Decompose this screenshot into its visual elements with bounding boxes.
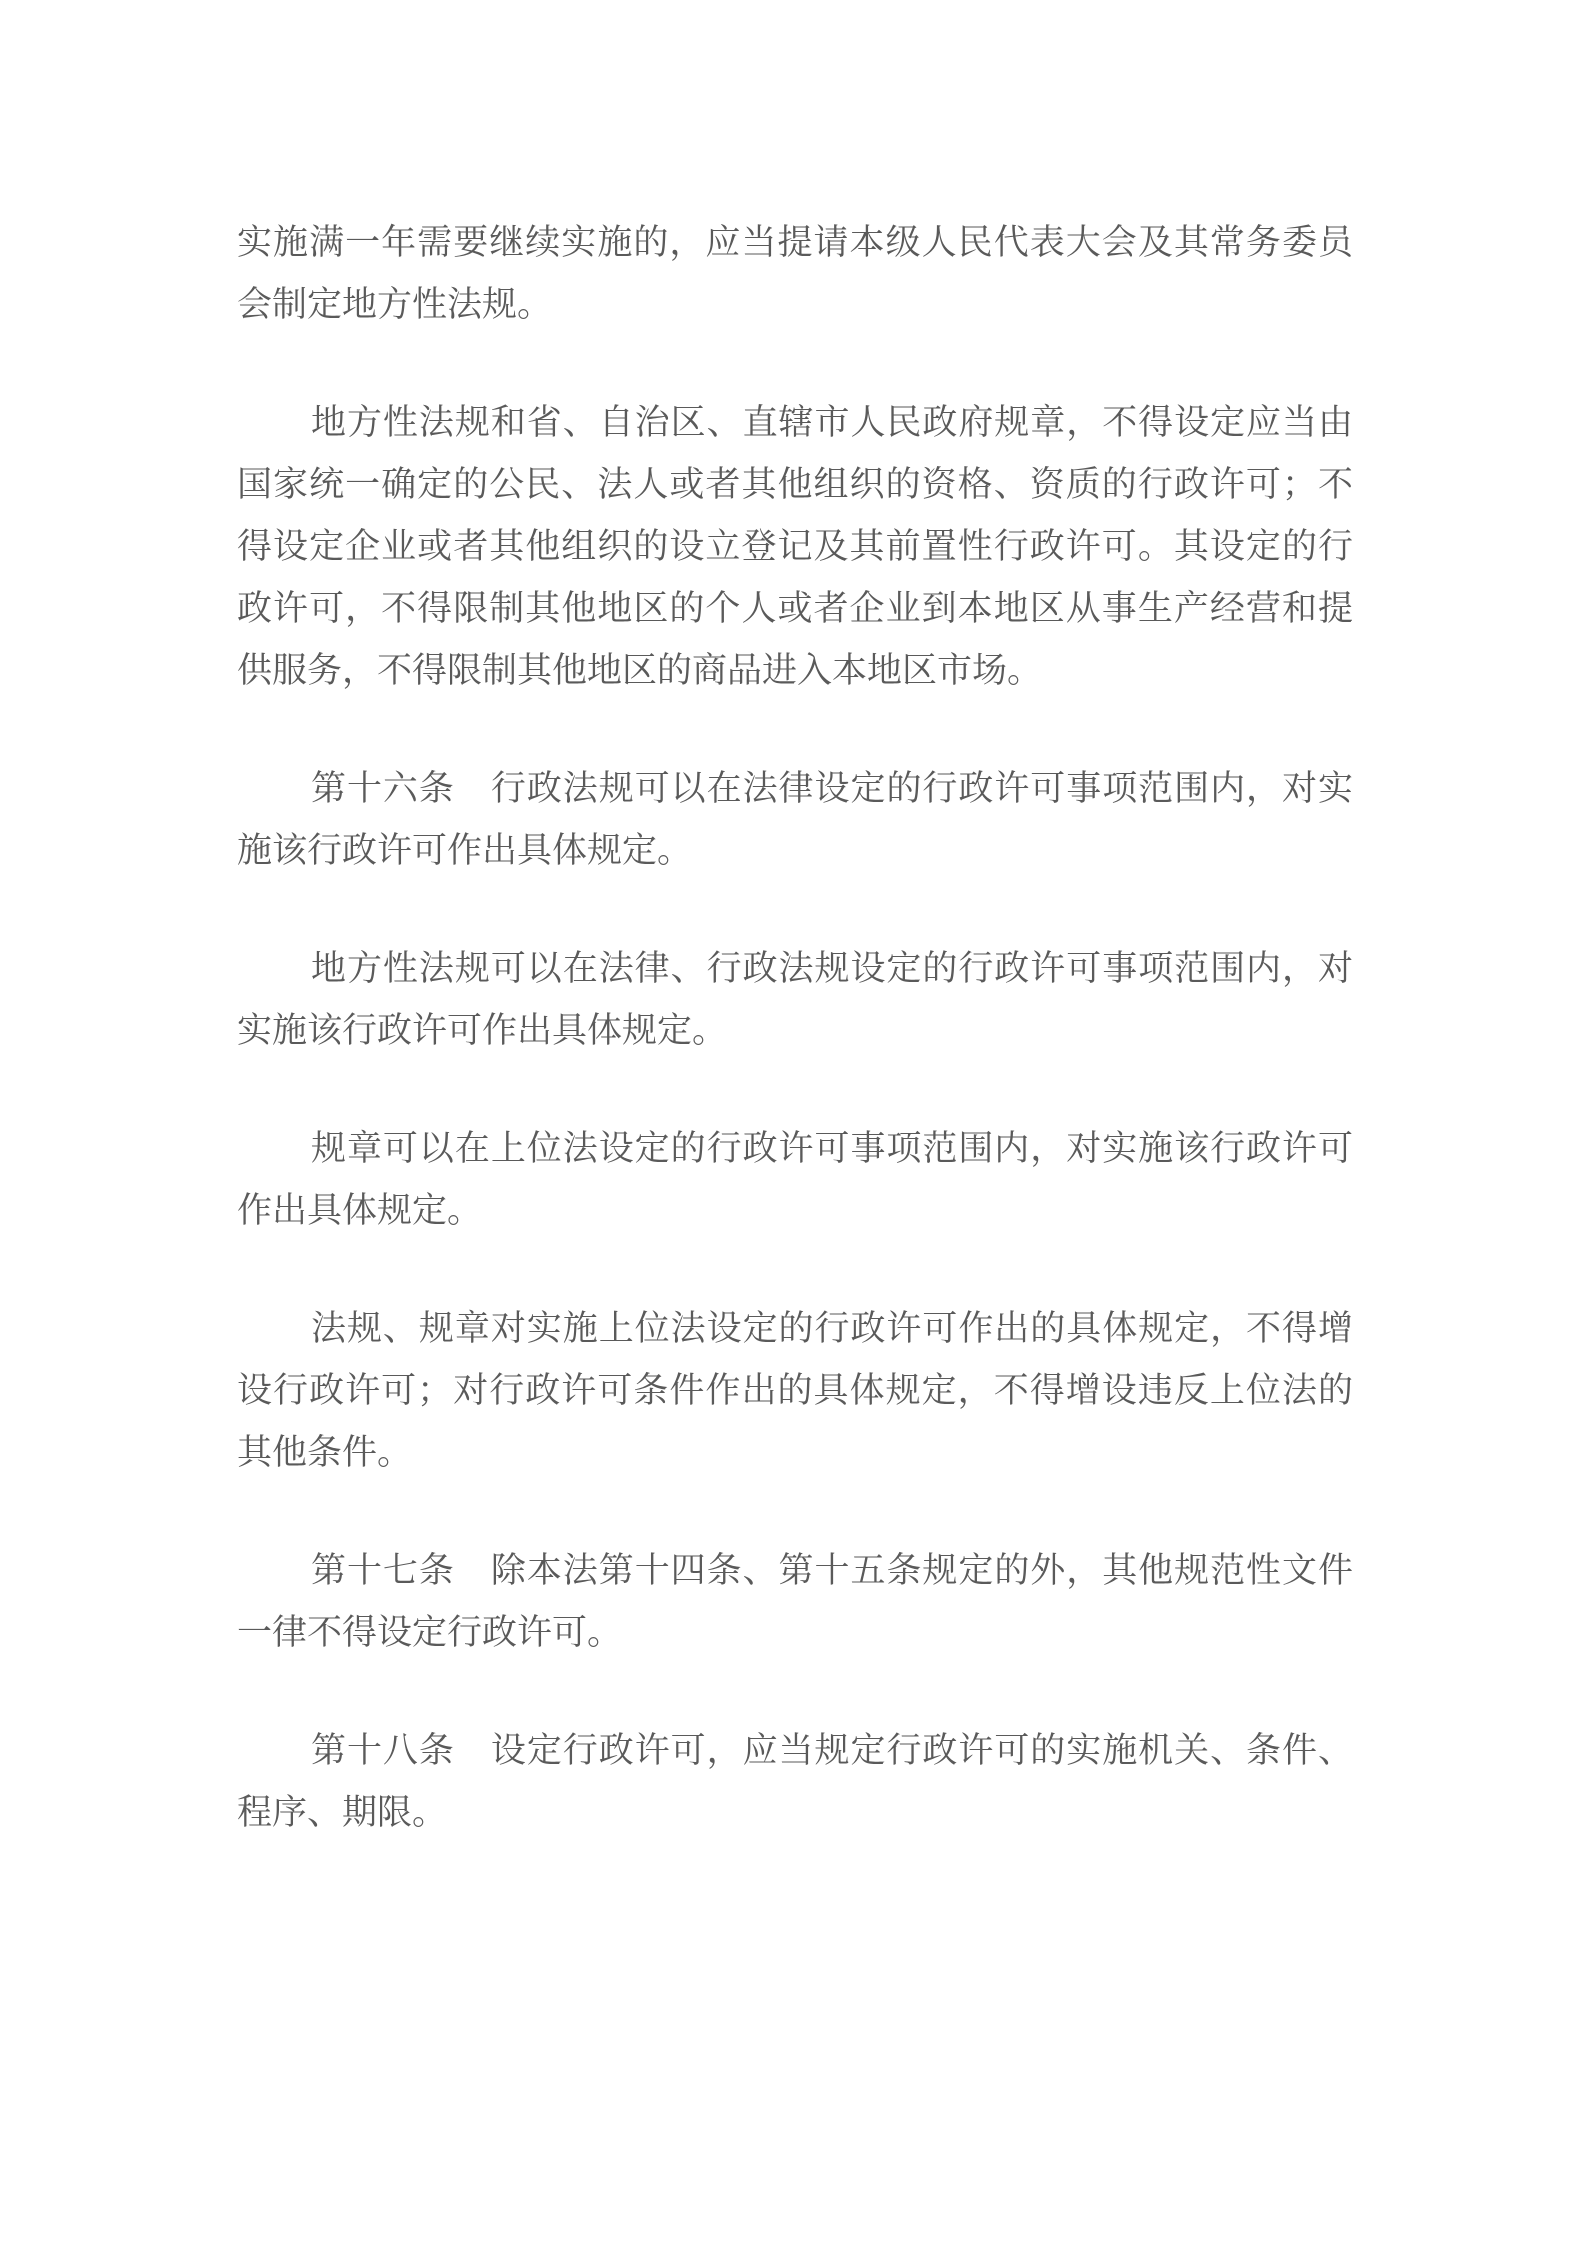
paragraph-continuation	[237, 212, 1353, 336]
article-17	[237, 1540, 1353, 1664]
paragraph-text: 规章可以在上位法设定的行政许可事项范围内，对实施该行政许可作出具体规定。	[237, 1129, 1353, 1231]
paragraph-text: 设定行政许可，应当规定行政许可的实施机关、条件、程序、期限。	[237, 1731, 1353, 1833]
paragraph-text: 法规、规章对实施上位法设定的行政许可作出的具体规定，不得增设行政许可；对行政许可条件作出的具体规定，不得增设违反上位法的其他条件。	[237, 1309, 1353, 1473]
paragraph-local-regulations-restrictions	[237, 392, 1353, 702]
paragraph-text: 地方性法规可以在法律、行政法规设定的行政许可事项范围内，对实施该行政许可作出具体规定。	[237, 949, 1353, 1051]
paragraph-local-regulations-specific-rules	[237, 938, 1353, 1062]
paragraph-text: 行政法规可以在法律设定的行政许可事项范围内，对实施该行政许可作出具体规定。	[237, 769, 1353, 871]
article-18	[237, 1720, 1353, 1844]
article-number: 第十七条	[311, 1551, 455, 1591]
paragraph-no-additional-permits	[237, 1298, 1353, 1484]
paragraph-rules-specific-rules	[237, 1118, 1353, 1242]
article-16	[237, 758, 1353, 882]
document-page	[237, 212, 1353, 1900]
article-number: 第十八条	[311, 1731, 455, 1771]
paragraph-text: 实施满一年需要继续实施的，应当提请本级人民代表大会及其常务委员会制定地方性法规。	[237, 223, 1353, 325]
paragraph-text: 除本法第十四条、第十五条规定的外，其他规范性文件一律不得设定行政许可。	[237, 1551, 1353, 1653]
article-number: 第十六条	[311, 769, 455, 809]
paragraph-text: 地方性法规和省、自治区、直辖市人民政府规章，不得设定应当由国家统一确定的公民、法人或者其他组织的资格、资质的行政许可；不得设定企业或者其他组织的设立登记及其前置性行政许可。其设定的行政许可，不得限制其他地区的个人或者企业到本地区从事生产经营和提供服务，不得限制其他地区的商品进入本地区市场。	[237, 403, 1353, 691]
